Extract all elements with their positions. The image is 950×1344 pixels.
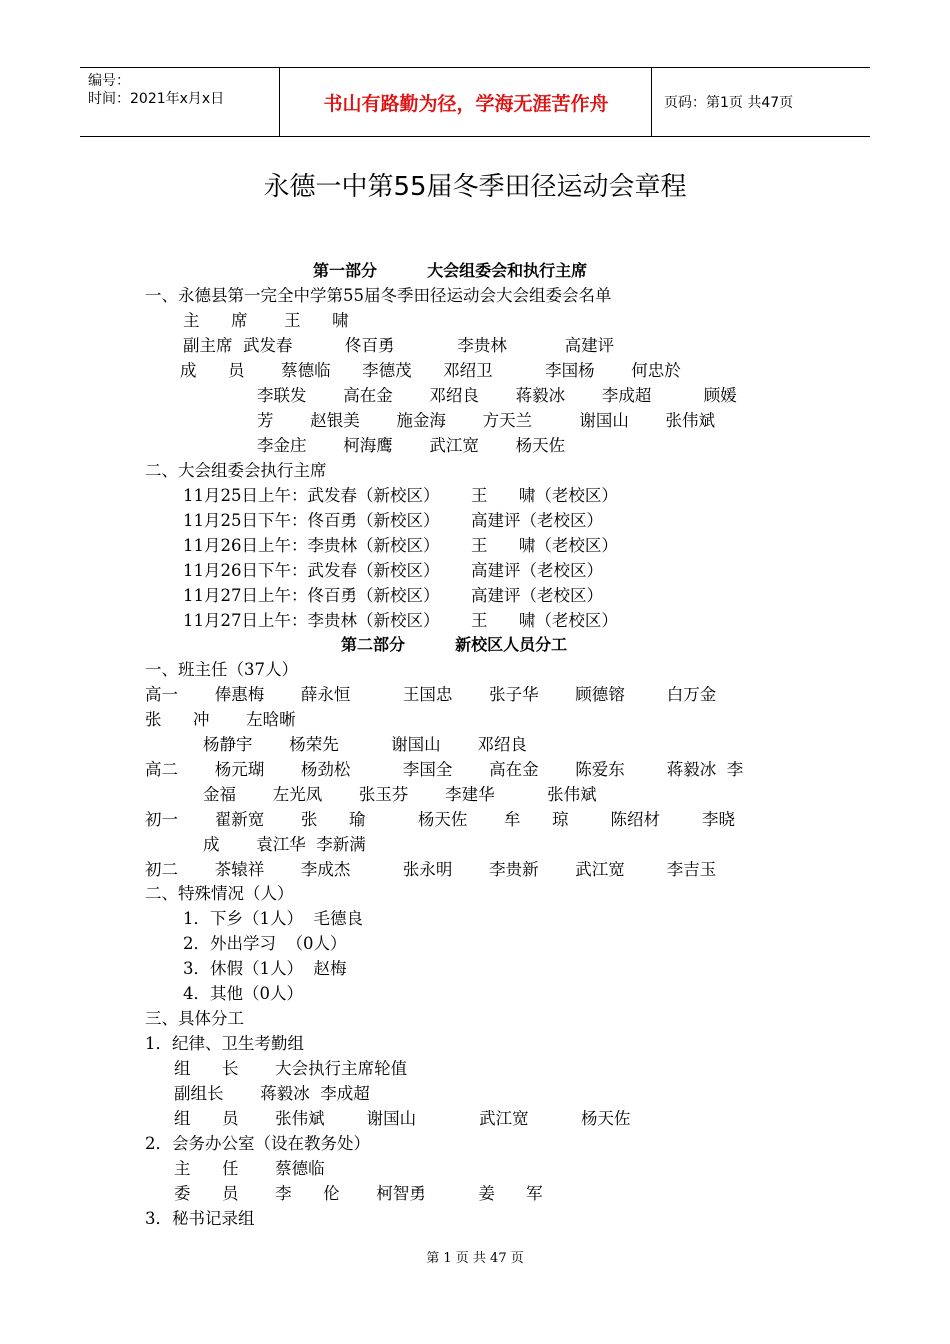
text-line: 二、大会组委会执行主席 xyxy=(145,461,327,480)
text-line: 张 冲 左晗晰 xyxy=(145,710,296,729)
text-line: 组 长 大会执行主席轮值 xyxy=(174,1059,408,1078)
text-line: 11月25日下午：佟百勇（新校区） 高建评（老校区） xyxy=(183,511,603,530)
section-heading-1: 第一部分 大会组委会和执行主席 xyxy=(313,261,588,280)
text-line: 金福 左光凤 张玉芬 李建华 张伟斌 xyxy=(203,785,597,804)
text-line: 高二 杨元瑚 杨劲松 李国全 高在金 陈爱东 蒋毅冰 李 xyxy=(145,760,744,779)
text-line: 杨静宇 杨荣先 谢国山 邓绍良 xyxy=(203,735,527,754)
text-line: 芳 赵银美 施金海 方天兰 谢国山 张伟斌 xyxy=(257,411,716,430)
text-line: 1．纪律、卫生考勤组 xyxy=(145,1034,304,1053)
motto-text: 书山有路勤为径，学海无涯苦作舟 xyxy=(323,92,609,115)
text-line: 主 任 蔡德临 xyxy=(174,1159,325,1178)
motto-cell xyxy=(281,68,652,136)
text-line: 成 袁江华 李新满 xyxy=(203,835,366,854)
text-line: 副主席 武发春 佟百勇 李贵林 高建评 xyxy=(183,336,615,355)
text-line: 组 员 张伟斌 谢国山 武江宽 杨天佐 xyxy=(174,1109,631,1128)
text-line: 2．会务办公室（设在教务处） xyxy=(145,1134,370,1153)
header-meta-cell xyxy=(80,68,280,136)
text-line: 李联发 高在金 邓绍良 蒋毅冰 李成超 顾媛 xyxy=(257,386,737,405)
text-line: 11月26日下午：武发春（新校区） 高建评（老校区） xyxy=(183,561,603,580)
text-line: 一、班主任（37人） xyxy=(145,660,298,679)
text-line: 初二 茶辕祥 李成杰 张永明 李贵新 武江宽 李吉玉 xyxy=(145,860,717,879)
page-header-table xyxy=(80,67,870,137)
text-line: 2．外出学习 （0人） xyxy=(183,934,347,953)
text-line: 一、永德县第一完全中学第55届冬季田径运动会大会组委会名单 xyxy=(145,286,612,305)
text-line: 3．休假（1人） 赵梅 xyxy=(183,959,347,978)
text-line: 三、具体分工 xyxy=(145,1009,244,1028)
text-line: 李金庄 柯海鹰 武江宽 杨天佐 xyxy=(257,436,566,455)
text-line: 委 员 李 伦 柯智勇 姜 军 xyxy=(174,1184,543,1203)
number-label: 编号： xyxy=(88,73,130,89)
section-heading-2: 第二部分 新校区人员分工 xyxy=(341,635,568,654)
text-line: 主 席 王 啸 xyxy=(183,311,349,330)
text-line: 成 员 蔡德临 李德茂 邓绍卫 李国杨 何忠於 xyxy=(180,361,681,380)
text-line: 4．其他（0人） xyxy=(183,984,303,1003)
page-info-cell xyxy=(652,68,870,136)
text-line: 二、特殊情况（人） xyxy=(145,884,294,903)
text-line: 11月27日上午：佟百勇（新校区） 高建评（老校区） xyxy=(183,586,603,605)
text-line: 副组长 蒋毅冰 李成超 xyxy=(174,1084,370,1103)
text-line: 高一 俸惠梅 薛永恒 王国忠 张子华 顾德镕 白万金 xyxy=(145,685,717,704)
page-info-text: 页码：第1页 共47页 xyxy=(664,95,794,111)
text-line: 1．下乡（1人） 毛德良 xyxy=(183,909,363,928)
text-line: 初一 翟新宽 张 瑜 杨天佐 牟 琼 陈绍材 李晓 xyxy=(145,810,735,829)
text-line: 11月26日上午：李贵林（新校区） 王 啸（老校区） xyxy=(183,536,618,555)
page-footer: 第 1 页 共 47 页 xyxy=(426,1251,524,1266)
text-line: 3．秘书记录组 xyxy=(145,1209,255,1228)
text-line: 11月27日上午：李贵林（新校区） 王 啸（老校区） xyxy=(183,611,618,630)
document-title: 永德一中第55届冬季田径运动会章程 xyxy=(263,172,687,202)
time-label: 时间：2021年x月x日 xyxy=(88,91,225,107)
text-line: 11月25日上午：武发春（新校区） 王 啸（老校区） xyxy=(183,486,618,505)
